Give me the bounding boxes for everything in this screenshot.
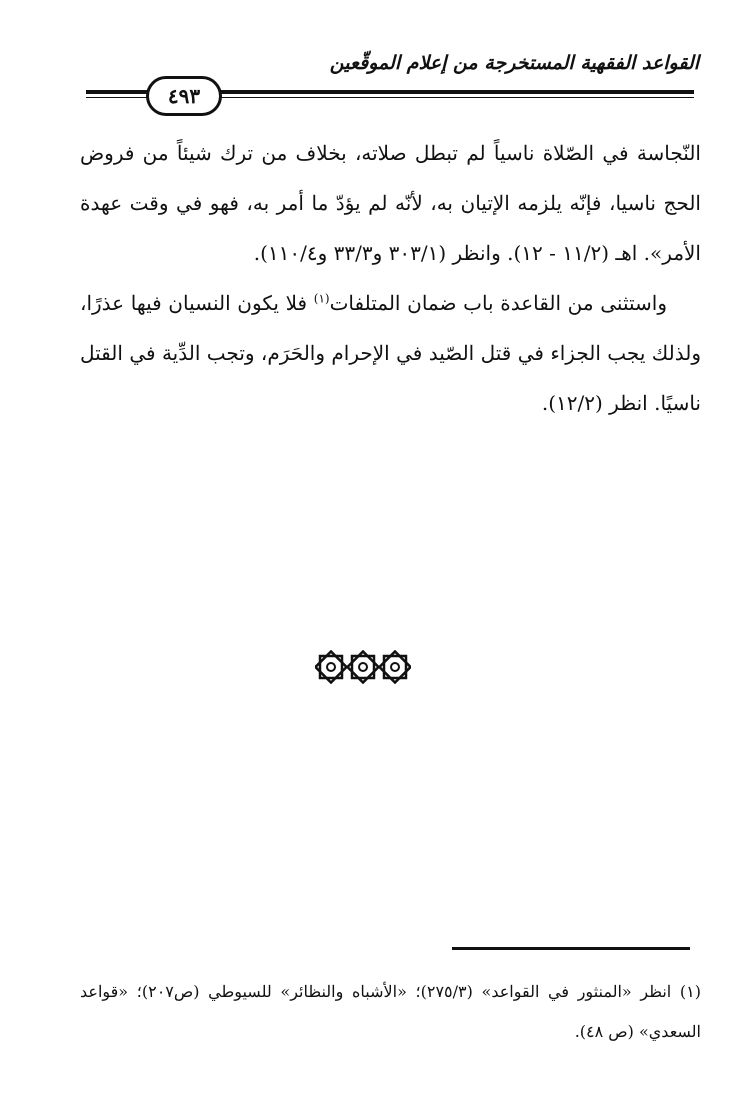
footnote-separator (452, 947, 690, 950)
body-paragraph-2-end: فلا يكون النسيان فيها عذرًا، ولذلك يجب الجزاء في قتل الصّيد في الإحرام والحَرَم، وتجب الدِّية في القتل ناسيًا. انظر (١٢/٢). (80, 291, 701, 415)
footnote-1: (١) انظر «المنثور في القواعد» (٢٧٥/٣)؛ «الأشباه والنظائر» للسيوطي (ص٢٠٧)؛ «قواعد السعدي» (ص ٤٨). (80, 982, 701, 1041)
footnote-reference: (١) (313, 291, 330, 306)
body-paragraph-2 (80, 278, 701, 428)
main-text (80, 128, 701, 428)
section-ornament (315, 650, 411, 684)
body-paragraph-2-start: واستثنى من القاعدة باب ضمان المتلفات (329, 291, 668, 315)
page-number: ٤٩٣ (146, 76, 222, 116)
eight-point-star-ornament-icon (347, 651, 378, 682)
eight-point-star-ornament-icon (379, 651, 410, 682)
running-header-title: القواعد الفقهية المستخرجة من إعلام الموقّعين (329, 52, 699, 74)
eight-point-star-ornament-icon (315, 651, 346, 682)
footnotes (80, 972, 701, 1052)
body-paragraph-1: النّجاسة في الصّلاة ناسياً لم تبطل صلاته، بخلاف من ترك شيئاً من فروض الحج ناسيا، فإنّه يلزمه الإتيان به، لأنّه لم يؤدّ ما أمر به، فهو في وقت عهدة الأمر». اهـ (١١/٢ - ١٢). وانظر (٣٠٣/١ و٣٣/٣ و١١٠/٤). (80, 141, 701, 265)
